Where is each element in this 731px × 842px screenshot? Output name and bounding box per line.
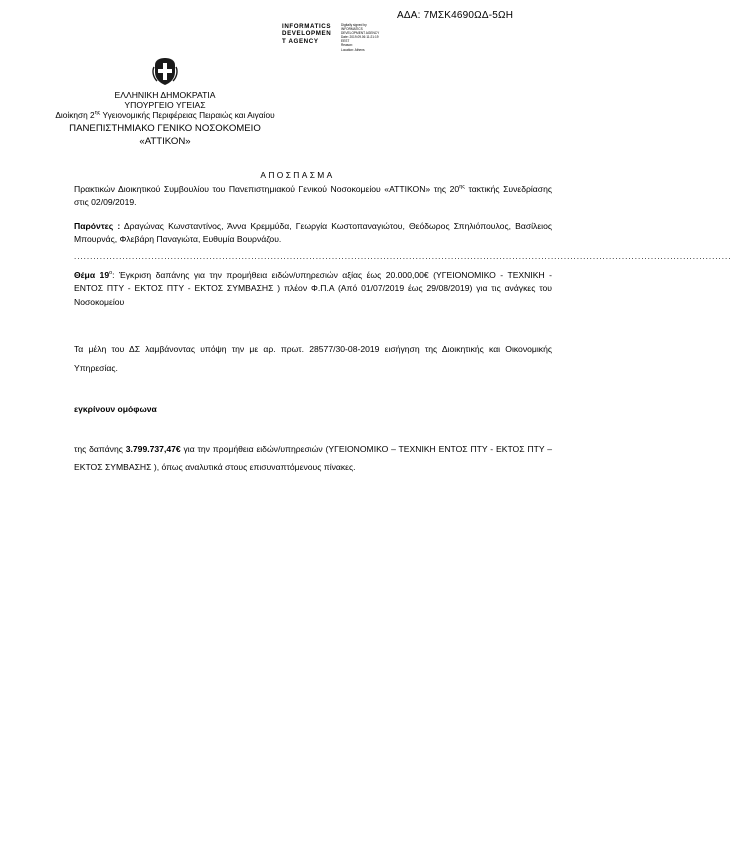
header-region bbox=[30, 110, 300, 121]
intro-text: Πρακτικών Διοικητικού Συμβουλίου του Πανεπιστημιακού Γενικού Νοσοκομείου «ΑΤΤΙΚΟΝ» της 20 bbox=[74, 184, 460, 194]
intro-sup: ης bbox=[459, 184, 465, 191]
stamp-line: T AGENCY bbox=[282, 37, 319, 45]
intro-paragraph bbox=[74, 183, 552, 210]
header-hospital: ΠΑΝΕΠΙΣΤΗΜΙΑΚΟ ΓΕΝΙΚΟ ΝΟΣΟΚΟΜΕΙΟ bbox=[69, 123, 261, 134]
signature-detail: Digitally signed by bbox=[341, 23, 367, 27]
present-label: Παρόντες : bbox=[74, 221, 121, 231]
decision-paragraph bbox=[74, 440, 552, 476]
subject-text: : Έγκριση δαπάνης για την προμήθεια ειδών/υπηρεσιών αξίας έως 20.000,00€ (ΥΓΕΙΟΝΟΜΙΚΟ - ΤΕΧΝΙΚΗ - ΕΝΤΟΣ ΠΤΥ - ΕΚΤΟΣ ΠΤΥ - ΕΚΤΟΣ ΣΥΜΒΑΣΗΣ ) πλέον Φ.Π.Α (Από 01/07/2019 έως 29/08/2019) για τις ανάγκες του Νοσοκομείου bbox=[74, 270, 552, 307]
subject-paragraph bbox=[74, 269, 552, 309]
decision-text: της δαπάνης bbox=[74, 444, 126, 454]
ada-code: ΑΔΑ: 7ΜΣΚ4690ΩΔ-5ΩΗ bbox=[397, 10, 514, 21]
signature-detail: DEVELOPMENT AGENCY bbox=[341, 31, 380, 36]
header-ministry: ΥΠΟΥΡΓΕΙΟ ΥΓΕΙΑΣ bbox=[124, 100, 206, 110]
subject-sup: ο bbox=[109, 270, 113, 277]
signature-detail: EEST bbox=[341, 39, 350, 44]
header-region-text: Διοίκηση 2 bbox=[55, 110, 95, 120]
header-country: ΕΛΛΗΝΙΚΗ ΔΗΜΟΚΡΑΤΙΑ bbox=[114, 90, 216, 100]
signature-detail: Reason: bbox=[341, 43, 353, 48]
members-paragraph: Τα μέλη του ΔΣ λαμβάνοντας υπόψη την με αρ. πρωτ. 28577/30-08-2019 εισήγηση της Διοικητικής και Οικονομικής Υπηρεσίας. bbox=[74, 344, 552, 373]
document-title: ΑΠΟΣΠΑΣΜΑ bbox=[260, 170, 335, 180]
subject-label: Θέμα 19 bbox=[74, 270, 110, 280]
greek-coat-of-arms-icon bbox=[151, 57, 179, 86]
digital-signature-stamp bbox=[282, 23, 331, 45]
signature-detail: Location: Athens bbox=[341, 47, 365, 52]
decision-amount: 3.799.737,47€ bbox=[125, 444, 181, 454]
signature-detail: Date: 2019.09.06 11:21:19 bbox=[341, 35, 379, 40]
stamp-line: DEVELOPMEN bbox=[282, 30, 332, 38]
approval-line bbox=[74, 403, 552, 416]
present-names: Δραγώνας Κωνσταντίνος, Άννα Κρεμμύδα, Γεωργία Κωστοπαναγιώτου, Θεόδωρος Σπηλιόπουλος, Βασίλειος Μπουρνάς, Φλεβάρη Παναγιώτα, Ευθυμία Βουρνάζου. bbox=[74, 221, 552, 245]
present-paragraph bbox=[74, 220, 552, 247]
header-region-sup: ης bbox=[94, 110, 101, 117]
approval-text: εγκρίνουν ομόφωνα bbox=[74, 404, 157, 414]
stamp-line: INFORMATICS bbox=[282, 23, 332, 30]
header-region-text: Υγειονομικής Περιφέρειας Πειραιώς και Αιγαίου bbox=[100, 110, 275, 120]
dotted-separator: ............................................................................................................................................................................................................ bbox=[74, 252, 731, 261]
intro-text: τακτικής Συνεδρίασης στις 02/09/2019. bbox=[74, 184, 552, 208]
decision-text: για την προμήθεια ειδών/υπηρεσιών (ΥΓΕΙΟΝΟΜΙΚΟ – ΤΕΧΝΙΚΗ ΕΝΤΟΣ ΠΤΥ - ΕΚΤΟΣ ΠΤΥ – ΕΚΤΟΣ ΣΥΜΒΑΣΗΣ ), όπως αναλυτικά στους επισυναπτόμενους πίνακες. bbox=[74, 444, 552, 472]
signature-detail: INFORMATICS bbox=[341, 27, 363, 32]
header-hospital-name: «ΑΤΤΙΚΟΝ» bbox=[139, 136, 191, 147]
signature-details bbox=[341, 23, 391, 52]
